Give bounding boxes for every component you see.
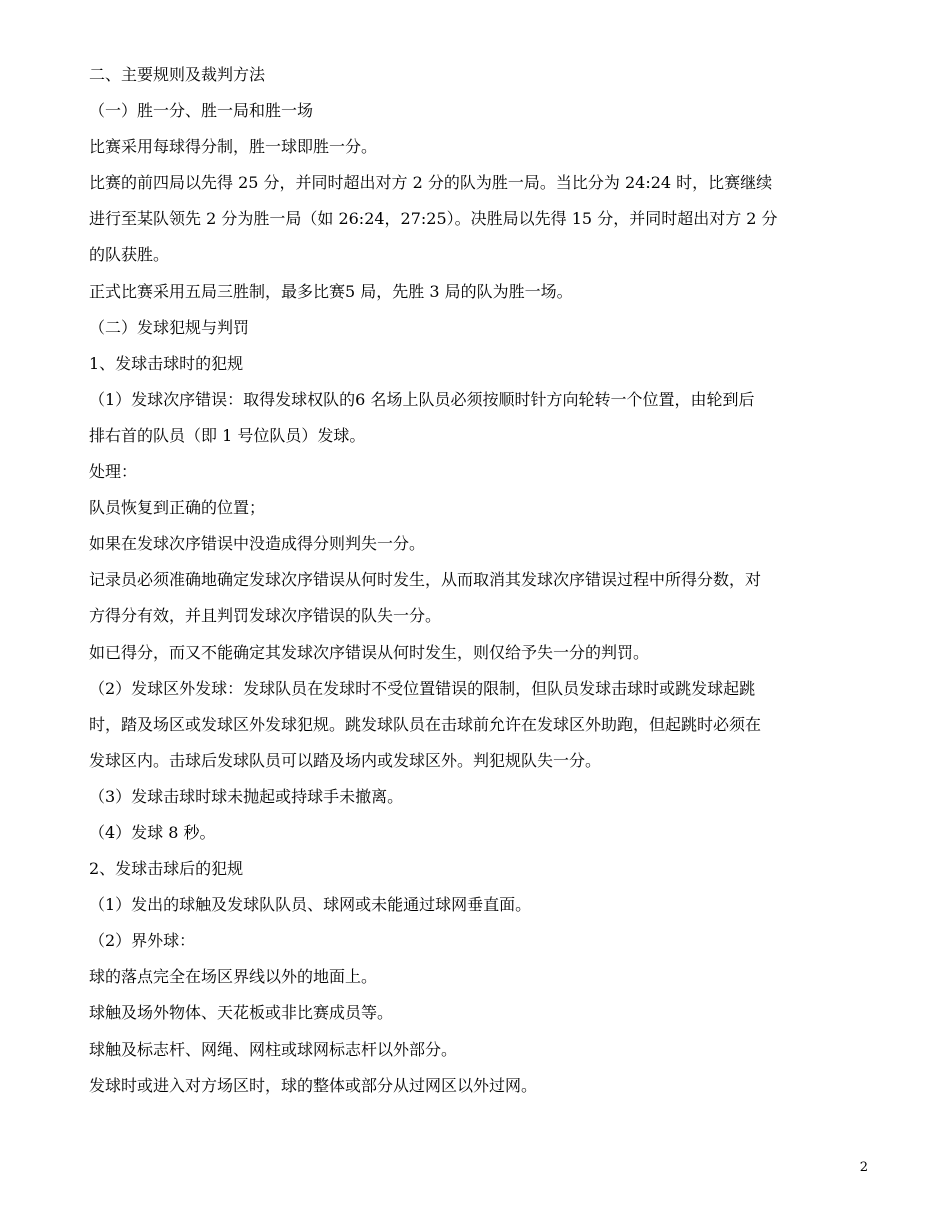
page-number: 2 bbox=[859, 1160, 868, 1175]
section-heading: 二、主要规则及裁判方法 bbox=[89, 65, 266, 84]
paragraph-line: 队员恢复到正确的位置； bbox=[89, 498, 266, 518]
paragraph-line: （4）发球 8 秒。 bbox=[89, 822, 216, 842]
paragraph-line: 比赛的前四局以先得 25 分，并同时超出对方 2 分的队为胜一局。当比分为 24:24 时，比赛继续 bbox=[89, 173, 773, 193]
paragraph-line: 记录员必须准确地确定发球次序错误从何时发生，从而取消其发球次序错误过程中所得分数，对 bbox=[89, 570, 762, 590]
subsection-heading: （二）发球犯规与判罚 bbox=[89, 317, 250, 337]
paragraph-line: 处理： bbox=[89, 462, 138, 482]
item-heading: 1、发球击球时的犯规 bbox=[89, 353, 244, 373]
paragraph-line: 如已得分，而又不能确定其发球次序错误从何时发生，则仅给予失一分的判罚。 bbox=[89, 642, 650, 662]
subsection-heading: （一）胜一分、胜一局和胜一场 bbox=[89, 101, 314, 121]
paragraph-line: 方得分有效，并且判罚发球次序错误的队失一分。 bbox=[89, 606, 442, 626]
paragraph-line: 的队获胜。 bbox=[89, 245, 170, 265]
paragraph-line: （2）发球区外发球：发球队员在发球时不受位置错误的限制，但队员发球击球时或跳发球起跳 bbox=[89, 678, 756, 698]
paragraph-line: 比赛采用每球得分制，胜一球即胜一分。 bbox=[89, 137, 378, 157]
paragraph-line: 球触及场外物体、天花板或非比赛成员等。 bbox=[89, 1003, 394, 1023]
item-heading: 2、发球击球后的犯规 bbox=[89, 859, 244, 879]
paragraph-line: 排右首的队员（即 1 号位队员）发球。 bbox=[89, 425, 366, 445]
paragraph-line: （3）发球击球时球未抛起或持球手未撤离。 bbox=[89, 786, 404, 806]
paragraph-line: 球触及标志杆、网绳、网柱或球网标志杆以外部分。 bbox=[89, 1039, 458, 1059]
document-body bbox=[89, 62, 869, 1109]
paragraph-line: （1）发出的球触及发球队队员、球网或未能通过球网垂直面。 bbox=[89, 895, 532, 915]
paragraph-line: 发球时或进入对方场区时，球的整体或部分从过网区以外过网。 bbox=[89, 1075, 538, 1095]
paragraph-line: 球的落点完全在场区界线以外的地面上。 bbox=[89, 967, 378, 987]
paragraph-line: （2）界外球： bbox=[89, 931, 196, 951]
paragraph-line: （1）发球次序错误：取得发球权队的6 名场上队员必须按顺时针方向轮转一个位置，由轮到后 bbox=[89, 389, 755, 409]
paragraph-line: 如果在发球次序错误中没造成得分则判失一分。 bbox=[89, 534, 426, 554]
paragraph-line: 进行至某队领先 2 分为胜一局（如 26:24，27:25）。决胜局以先得 15 分，并同时超出对方 2 分 bbox=[89, 209, 778, 229]
paragraph-line: 时，踏及场区或发球区外发球犯规。跳发球队员在击球前允许在发球区外助跑，但起跳时必须在 bbox=[89, 714, 762, 734]
paragraph-line: 发球区内。击球后发球队员可以踏及场内或发球区外。判犯规队失一分。 bbox=[89, 750, 602, 770]
paragraph-line: 正式比赛采用五局三胜制，最多比赛5 局，先胜 3 局的队为胜一场。 bbox=[89, 281, 573, 301]
